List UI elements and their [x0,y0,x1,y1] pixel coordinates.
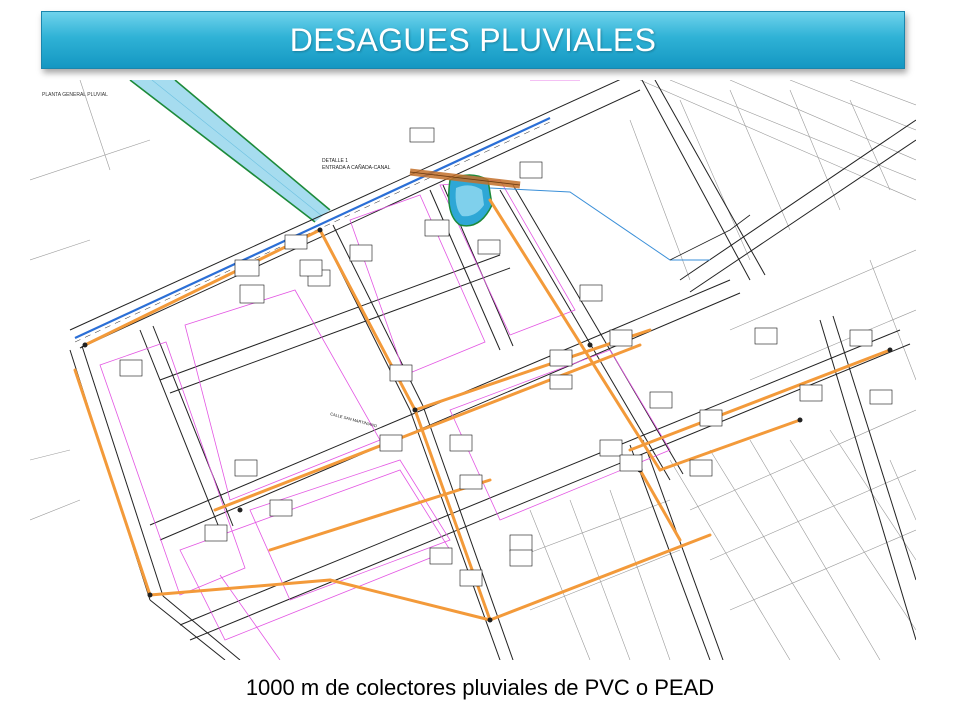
street-label: CALLE SAN MARTINIANO [329,411,378,429]
title-banner [41,11,905,69]
plan-header: PLANTA GENERAL PLUVIAL [42,92,108,98]
slide-title: DESAGUES PLUVIALES [289,21,657,58]
detail-label-2: ENTRADA A CAÑADA-CANAL [322,165,391,171]
detail-label-1: DETALLE 1 [322,158,349,164]
storm-drain-plan [30,80,916,660]
slide-caption: 1000 m de colectores pluviales de PVC o PEAD [245,675,715,700]
